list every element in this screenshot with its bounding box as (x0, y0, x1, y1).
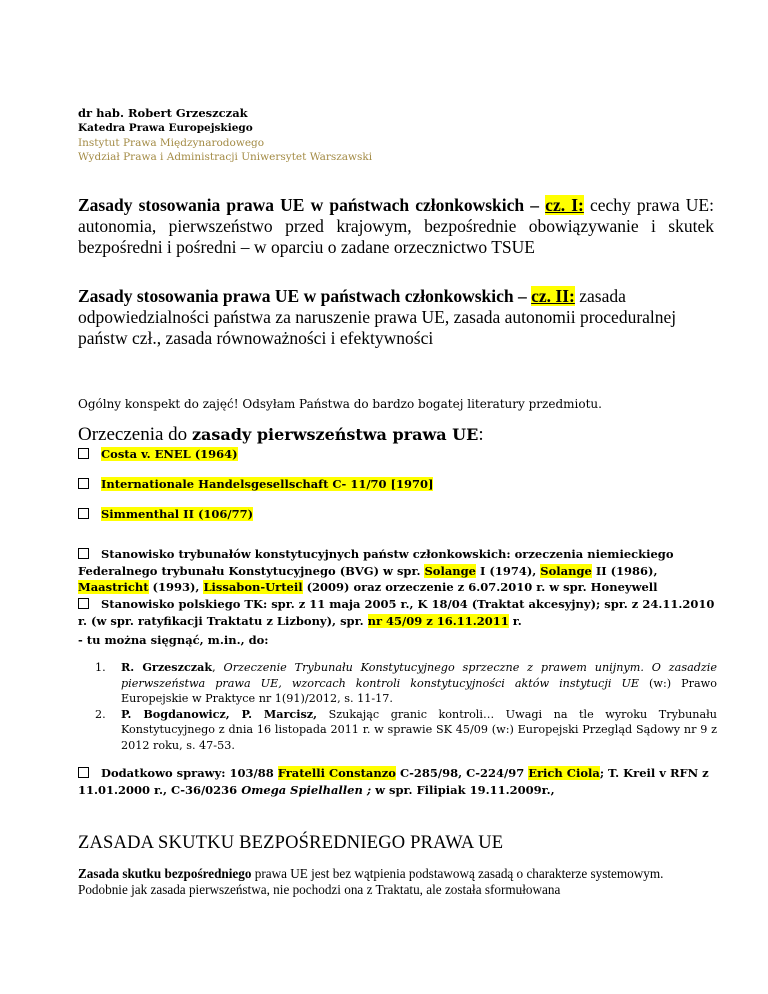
text-segment: II (1986), (591, 563, 658, 578)
text-segment: (2009) oraz orzeczenie z 6.07.2010 r. w spr. Honeywell (302, 580, 658, 594)
list-item (95, 660, 717, 707)
text-segment: , (212, 661, 224, 674)
checkbox-icon (78, 478, 89, 489)
cases-heading (78, 424, 484, 446)
direct-effect-heading: ZASADA SKUTKU BEZPOŚREDNIEGO PRAWA UE (78, 833, 504, 853)
highlight-solange-1: Solange (424, 563, 476, 578)
cases-heading-colon: : (478, 424, 484, 445)
see-also-line: - tu można sięgnąć, m.in., do: (78, 633, 269, 647)
highlight-solange-2: Solange (540, 563, 592, 578)
list-number: 1. (95, 661, 106, 674)
additional-cases-paragraph (78, 765, 718, 798)
text-segment: Stanowisko polskiego TK: spr. z 11 maja 2005 r., K 18/04 (Traktat akcesyjny); spr. z 24.11.2010 r. (w spr. ratyfikacji Traktatu z Lizbony), spr. (78, 597, 715, 628)
highlight-erich-ciola: Erich Ciola (528, 766, 600, 780)
list-number: 2. (95, 707, 106, 721)
checkbox-icon (78, 767, 89, 778)
text-segment: Stanowisko trybunałów konstytucyjnych państw członkowskich: orzeczenia niemieckiego Federalnego trybunału Konstytucyjnego (BVG) w spr. (78, 547, 674, 578)
checkbox-icon (78, 598, 89, 609)
highlight-case-number: nr 45/09 z 16.11.2011 (367, 613, 509, 628)
text-segment: prawa UE jest bez wątpienia podstawową zasadą o charakterze systemowym. Podobnie jak zasada pierwszeństwa, nie pochodzi ona z Traktatu, ale została sformułowana (78, 866, 664, 897)
section-2-title (78, 286, 714, 349)
case-item (78, 447, 238, 461)
department-name: Katedra Prawa Europejskiego (78, 122, 253, 134)
case-item (78, 477, 433, 491)
case-omega: Omega Spielhallen ; (241, 782, 372, 797)
checkbox-icon (78, 548, 89, 559)
text-segment: r. (508, 613, 522, 628)
list-item (95, 707, 717, 754)
text-segment: ; T. Kreil v RFN z 11.01.2000 r., C-36/0236 (78, 766, 709, 797)
highlight-maastricht: Maastricht (78, 580, 149, 594)
reference-author: P. Bogdanowicz, P. Marcisz, (121, 706, 318, 721)
polish-tk-paragraph (78, 596, 718, 629)
intro-note: Ogólny konspekt do zajęć! Odsyłam Państwa do bardzo bogatej literatury przedmiotu. (78, 397, 602, 411)
text-segment: w spr. Filipiak 19.11.2009r., (371, 782, 555, 797)
reference-source: (w:) Prawo Europejskie w Praktyce nr 1(91)/2012, s. 11-17. (121, 676, 717, 705)
section-2-bold: Zasady stosowania prawa UE w państwach członkowskich – (78, 286, 532, 306)
direct-effect-paragraph (78, 866, 714, 897)
highlight-lissabon: Lissabon-Urteil (203, 580, 303, 594)
reference-title: Orzeczenie Trybunału Konstytucyjnego sprzeczne z prawem unijnym. O zasadzie pierwszeństwa prawa UE, wzorcach kontroli konstytucyjności aktów instytucji UE (121, 661, 717, 690)
text-segment: (1993), (148, 580, 204, 594)
text-segment: Dodatkowo sprawy: 103/88 (101, 766, 278, 780)
reference-author: R. Grzeszczak (121, 660, 213, 674)
case-label: Costa v. ENEL (1964) (101, 447, 238, 461)
section-1-bold: Zasady stosowania prawa UE w państwach członkowskich – (78, 195, 546, 215)
section-1-rest: cechy prawa UE: autonomia, pierwszeństwo przed krajowym, bezpośrednie obowiązywanie i skutek bezpośredni i pośredni – w oparciu o zadane orzecznictwo TSUE (78, 195, 714, 257)
checkbox-icon (78, 508, 89, 519)
section-2-rest: zasada odpowiedzialności państwa za naruszenie prawa UE, zasada autonomii proceduralnej państw czł., zasada równoważności i efektywności (78, 286, 677, 348)
section-1-part: cz. I: (545, 195, 584, 215)
text-segment: C-285/98, C-224/97 (395, 766, 529, 780)
direct-effect-bold: Zasada skutku bezpośredniego (78, 866, 252, 881)
case-label: Internationale Handelsgesellschaft C- 11/70 [1970] (101, 477, 434, 491)
text-segment (317, 708, 329, 721)
reference-source: Szukając granic kontroli… Uwagi na tle wyroku Trybunału Konstytucyjnego z dnia 16 listopada 2011 r. w sprawie SK 45/09 (w:) Europejski Przegląd Sądowy nr 9 z 2012 roku, s. 47-53. (121, 707, 717, 752)
case-label: Simmenthal II (106/77) (101, 507, 254, 521)
cases-heading-plain: Orzeczenia do (78, 424, 192, 445)
highlight-fratelli: Fratelli Constanzo (277, 766, 396, 780)
section-1-title (78, 195, 714, 258)
author-name: dr hab. Robert Grzeszczak (78, 106, 248, 120)
section-2-part: cz. II: (531, 286, 575, 306)
case-item (78, 507, 253, 521)
text-segment: I (1974), (476, 563, 541, 578)
constitutional-courts-paragraph (78, 546, 718, 596)
institute-name: Instytut Prawa Międzynarodowego (78, 137, 265, 149)
checkbox-icon (78, 448, 89, 459)
faculty-name: Wydział Prawa i Administracji Uniwersytet Warszawski (78, 151, 373, 163)
reference-list (95, 660, 717, 753)
cases-heading-bold: zasady pierwszeństwa prawa UE (191, 425, 479, 444)
